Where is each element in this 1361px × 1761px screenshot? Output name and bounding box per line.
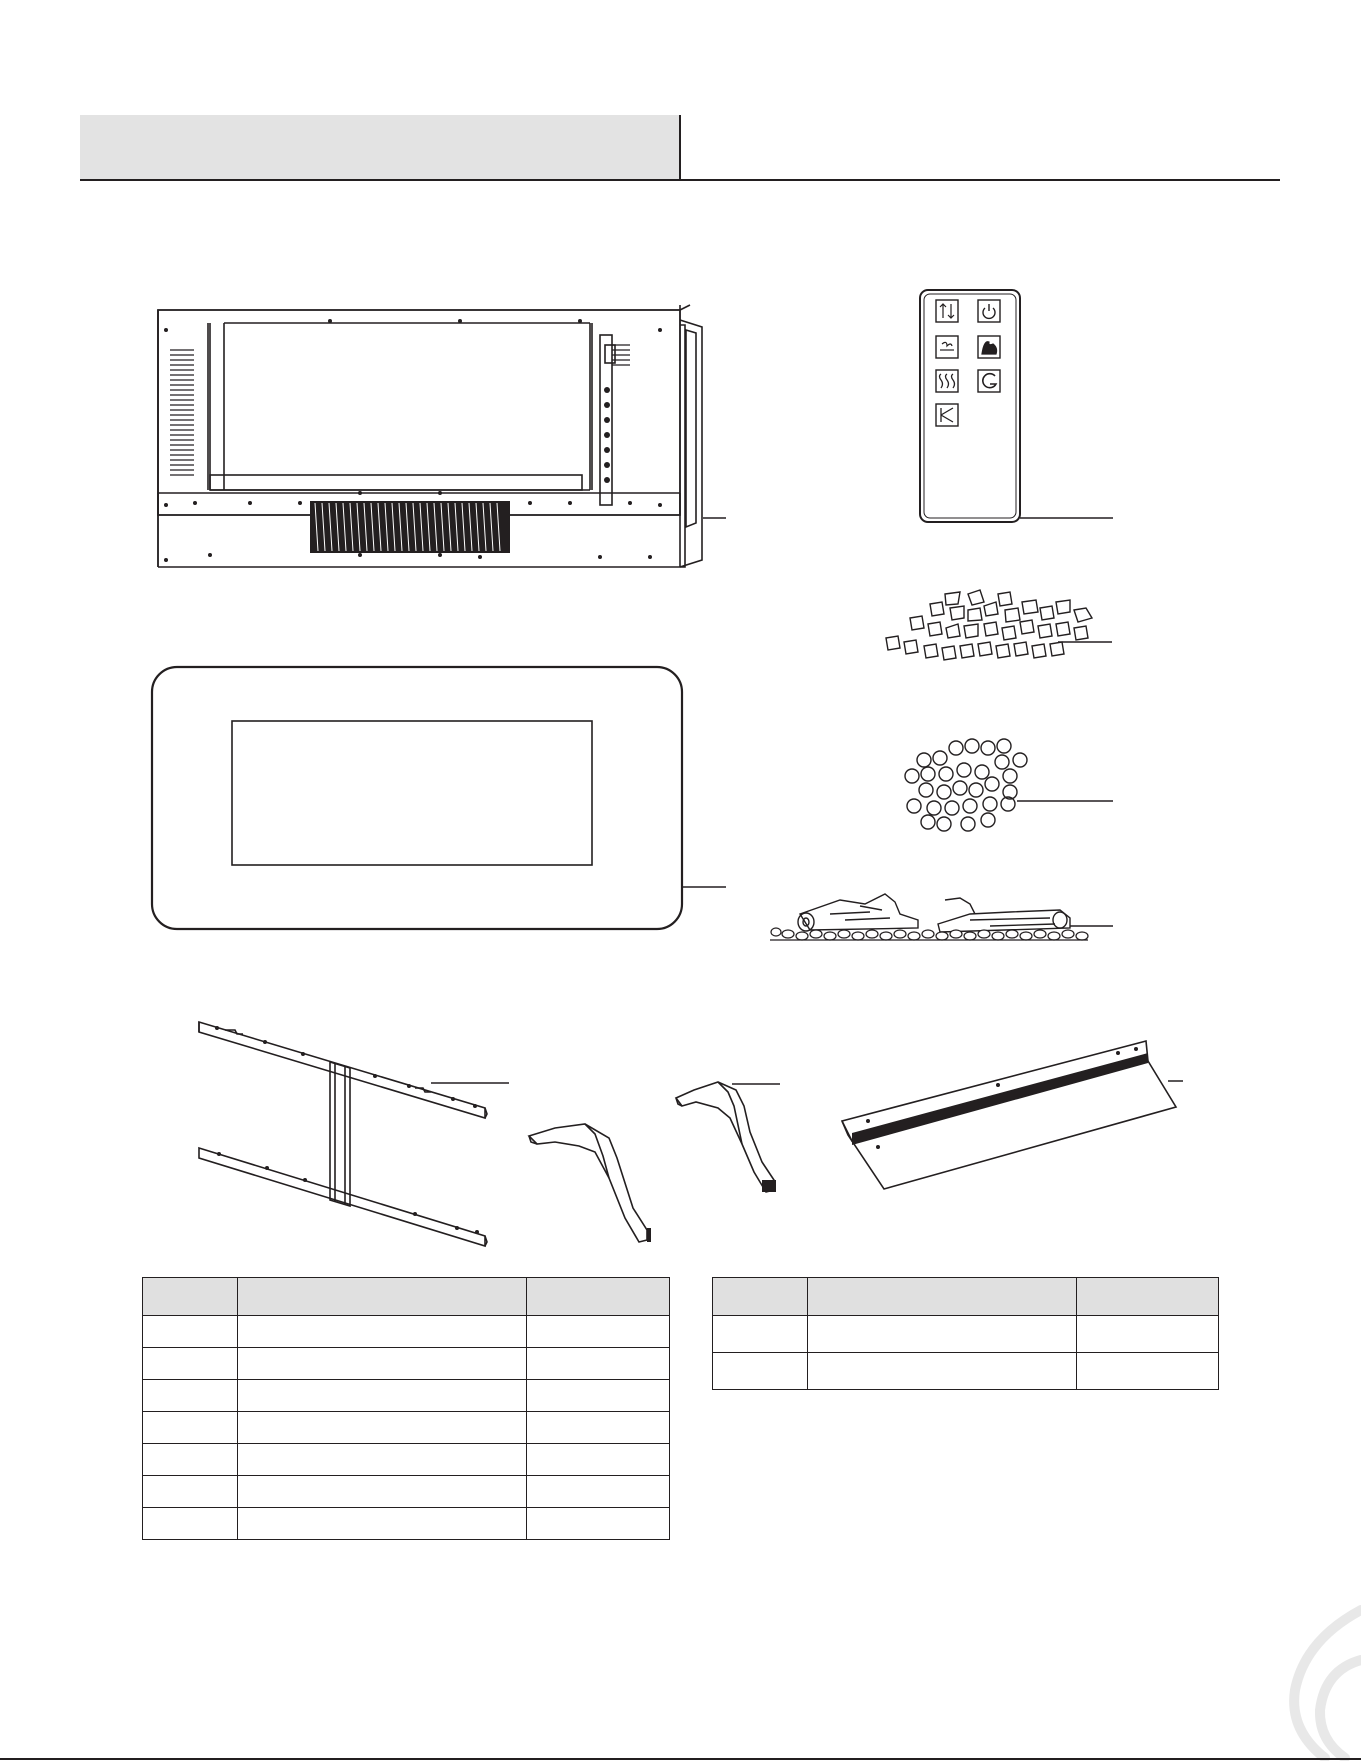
table-cell [1077, 1353, 1219, 1390]
table-cell [713, 1353, 808, 1390]
table-cell [143, 1380, 238, 1412]
heat-icon [940, 374, 955, 388]
table-header-cell [808, 1278, 1077, 1316]
table-cell [527, 1412, 670, 1444]
table-row [143, 1508, 670, 1540]
leg-left-illustration [525, 1108, 685, 1248]
timer-icon [983, 374, 996, 388]
table-row [143, 1476, 670, 1508]
remote-control-illustration [918, 288, 1118, 523]
table-cell [808, 1316, 1077, 1353]
table-cell [527, 1380, 670, 1412]
table-cell [527, 1316, 670, 1348]
pebbles-illustration [900, 740, 1115, 835]
fan-off-icon [941, 408, 953, 422]
up-down-icon [940, 304, 954, 318]
table-cell [143, 1412, 238, 1444]
header-title-bar [80, 115, 680, 179]
table-row [143, 1316, 670, 1348]
table-header-cell [1077, 1278, 1219, 1316]
table-cell [238, 1412, 527, 1444]
table-cell [238, 1380, 527, 1412]
header-divider [679, 115, 681, 181]
footer-rule [0, 1758, 1361, 1760]
power-icon [983, 304, 995, 318]
table-cell [713, 1316, 808, 1353]
table-cell [143, 1348, 238, 1380]
table-cell [527, 1476, 670, 1508]
table-cell [527, 1444, 670, 1476]
table-row [713, 1316, 1219, 1353]
table-header-row [713, 1278, 1219, 1316]
leg-right-illustration [672, 1072, 832, 1202]
table-row [143, 1412, 670, 1444]
table-header-cell [143, 1278, 238, 1316]
crystal-embers-illustration [880, 588, 1115, 678]
table-cell [238, 1348, 527, 1380]
header-rule [80, 179, 1280, 181]
table-row [143, 1348, 670, 1380]
table-cell [238, 1316, 527, 1348]
table-row [143, 1444, 670, 1476]
table-cell [238, 1476, 527, 1508]
flame-logo-icon [1265, 1600, 1361, 1760]
log-set-illustration [770, 890, 1115, 945]
table-cell [238, 1444, 527, 1476]
table-row [713, 1353, 1219, 1390]
table-header-cell [527, 1278, 670, 1316]
table-header-cell [238, 1278, 527, 1316]
table-header-cell [713, 1278, 808, 1316]
front-glass-panel-illustration [150, 665, 730, 935]
table-cell [143, 1508, 238, 1540]
table-cell [808, 1353, 1077, 1390]
table-cell [143, 1476, 238, 1508]
table-row [143, 1380, 670, 1412]
parts-table-left [142, 1277, 670, 1540]
table-cell [527, 1348, 670, 1380]
table-header-row [143, 1278, 670, 1316]
parts-table-right [712, 1277, 1219, 1390]
top-deflector-illustration [838, 1035, 1183, 1195]
flame-high-icon [982, 342, 997, 354]
table-cell [1077, 1316, 1219, 1353]
table-cell [527, 1508, 670, 1540]
fireplace-insert-illustration [150, 305, 730, 565]
table-cell [143, 1316, 238, 1348]
flame-low-icon [940, 342, 954, 350]
wall-bracket-illustration [195, 1018, 515, 1248]
table-cell [238, 1508, 527, 1540]
table-cell [143, 1444, 238, 1476]
